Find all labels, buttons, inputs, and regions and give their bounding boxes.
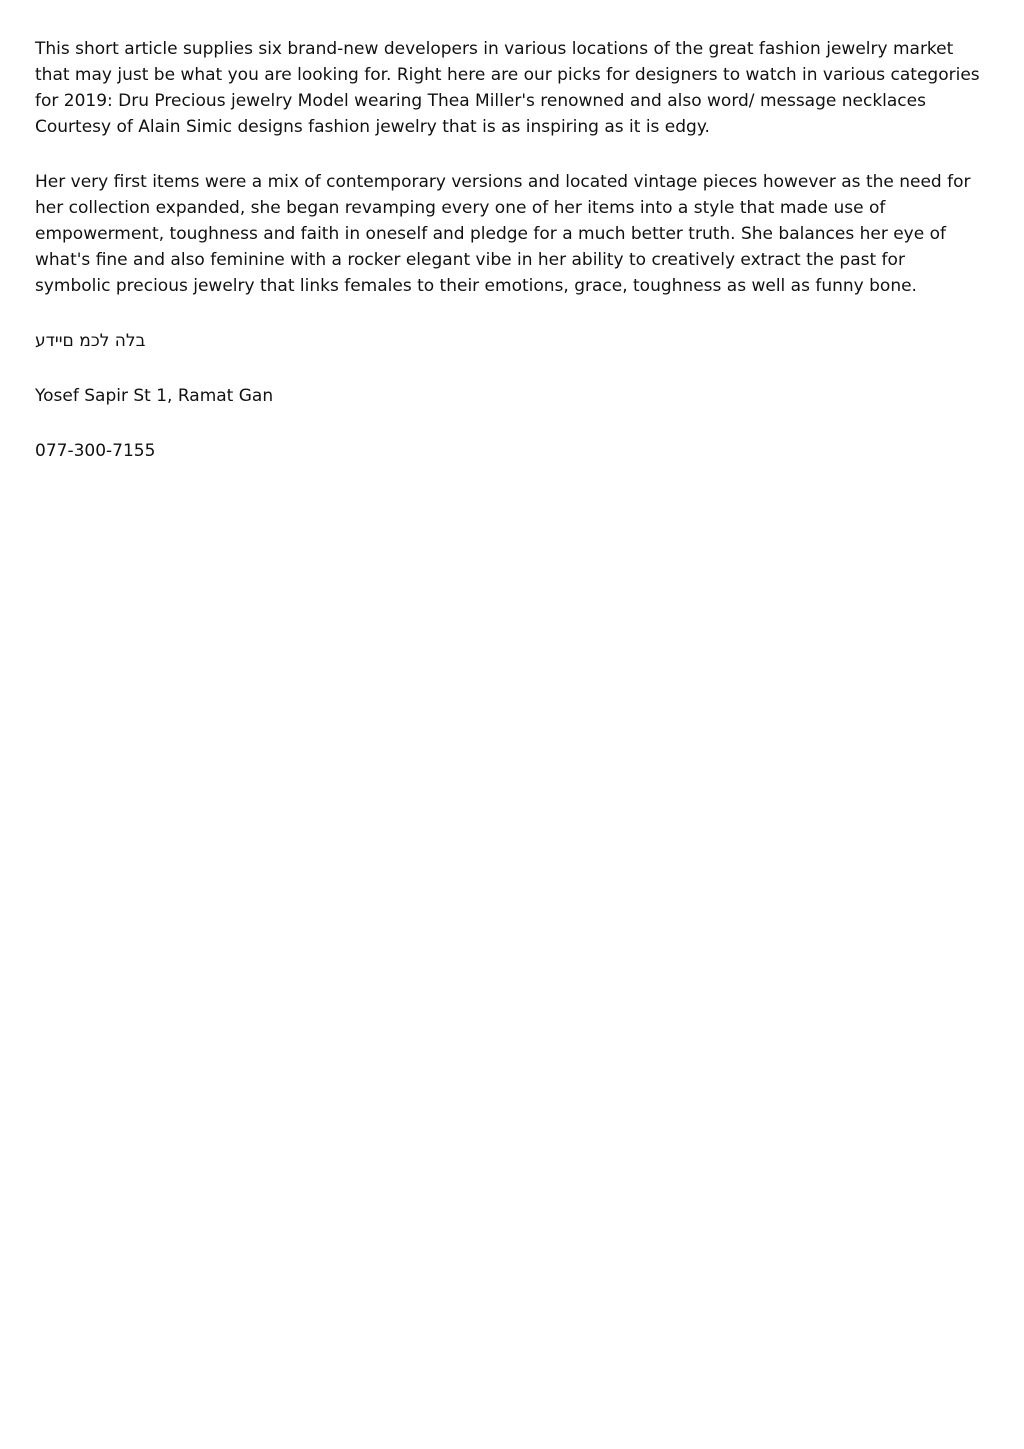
business-name [35,328,985,354]
business-address: Yosef Sapir St 1, Ramat Gan [35,386,274,406]
document-page [35,36,985,493]
article-paragraph-2: Her very first items were a mix of contemporary versions and located vintage pieces however as the need for her collection expanded, she began revamping every one of her items into a style that made use of empowerment, toughness and faith in oneself and pledge for a much better truth. She balances her eye of what's fine and also feminine with a rocker elegant vibe in her ability to creatively extract the past for symbolic precious jewelry that links females to their emotions, grace, toughness as well as funny bone. [35,172,971,296]
business-phone: 077-300-7155 [35,441,156,461]
article-paragraph-1: This short article supplies six brand-new developers in various locations of the great fashion jewelry market that may just be what you are looking for. Right here are our picks for designers to watch in various categories for 2019: Dru Precious jewelry Model wearing Thea Miller's renowned and also word/ message necklaces Courtesy of Alain Simic designs fashion jewelry that is as inspiring as it is edgy. [35,39,980,137]
business-name-text: בלה לכמ םיידע [35,331,146,351]
